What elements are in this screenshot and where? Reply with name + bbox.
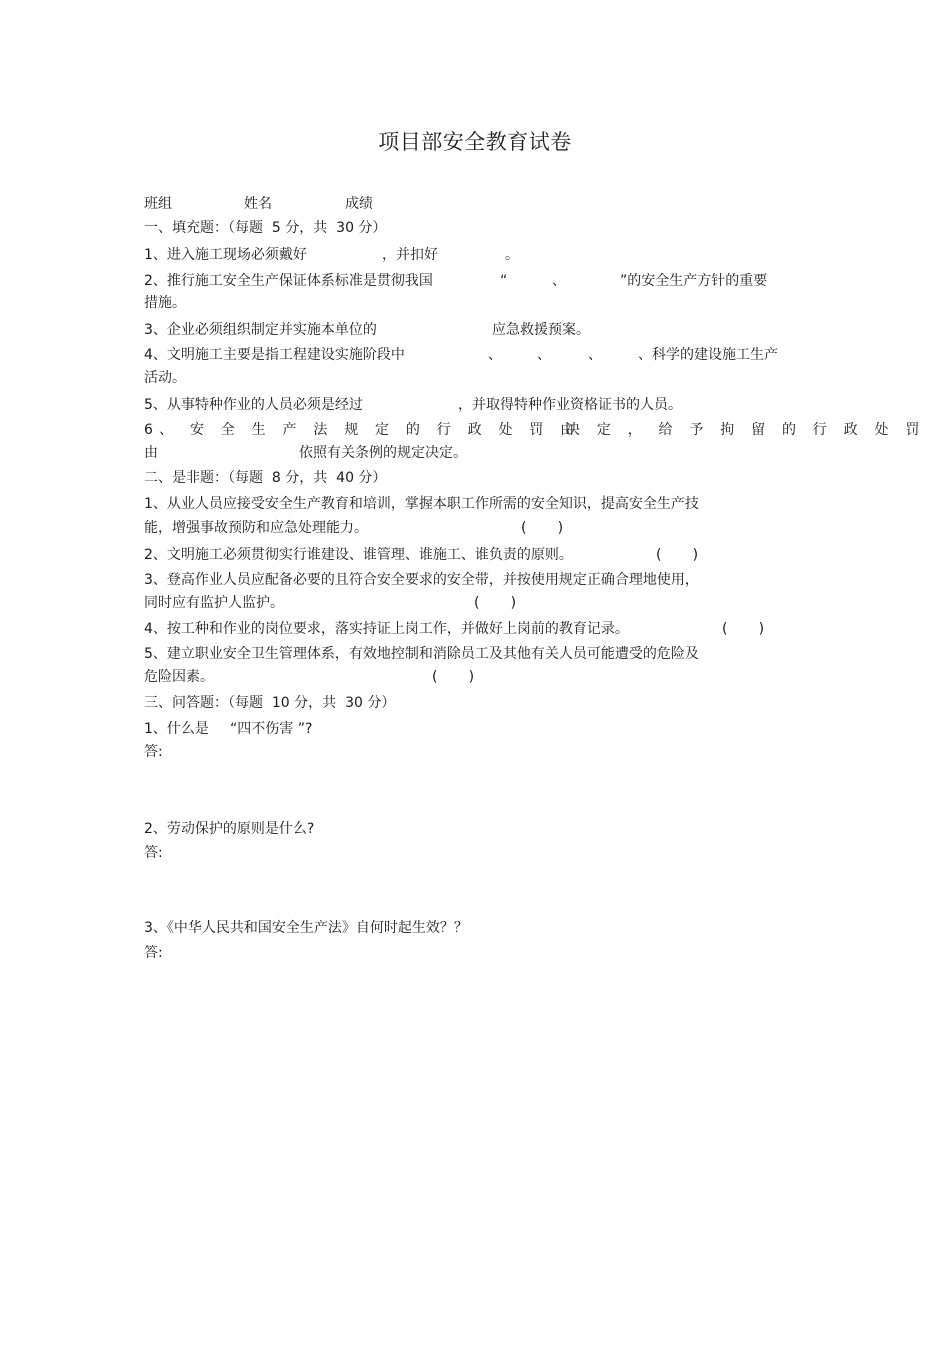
s1-q4-text-3: 活动。 bbox=[144, 370, 186, 386]
s2-q4-text: 4、按工种和作业的岗位要求，落实持证上岗工作，并做好上岗前的教育记录。 bbox=[144, 621, 629, 637]
s1-q1-text: 1、进入施工现场必须戴好 bbox=[144, 247, 307, 263]
s1-q2-text: 2、推行施工安全生产保证体系标准是贯彻我国 bbox=[144, 273, 433, 289]
s1-q5-text: 5、从事特种作业的人员必须是经过 bbox=[144, 397, 363, 413]
s1-q6-text: 6、 安 全 生 产 法 规 定 的 行 政 处 罚 由 bbox=[144, 422, 581, 438]
section-2-heading: 二、是非题：（每题 8 分，共 40 分） bbox=[144, 470, 387, 486]
s2-q3-text-2: 同时应有监护人监护。 bbox=[144, 595, 284, 611]
s1-q3-text-2: 应急救援预案。 bbox=[492, 322, 590, 338]
s2-q3-text: 3、登高作业人员应配备必要的且符合安全要求的安全带，并按使用规定正确合理地使用， bbox=[144, 572, 699, 588]
s1-q6-text-3: 由 bbox=[144, 445, 158, 461]
s3-q3-answer-label: 答: bbox=[144, 945, 163, 961]
s2-q4-answer-bracket: ( ) bbox=[722, 621, 765, 637]
s2-q3-answer-bracket: ( ) bbox=[474, 595, 517, 611]
s3-q2-text: 2、劳动保护的原则是什么? bbox=[144, 821, 315, 837]
s2-q2-answer-bracket: ( ) bbox=[656, 547, 699, 563]
s1-q2-text-2: ”的安全生产方针的重要 bbox=[620, 273, 768, 289]
page-title: 项目部安全教育试卷 bbox=[378, 130, 572, 154]
s1-q4-text: 4、文明施工主要是指工程建设实施阶段中 bbox=[144, 347, 405, 363]
s1-q2-text-3: 措施。 bbox=[144, 295, 186, 311]
section-3-heading: 三、问答题：（每题 10 分，共 30 分） bbox=[144, 695, 396, 711]
s2-q5-text: 5、建立职业安全卫生管理体系，有效地控制和消除员工及其他有关人员可能遭受的危险及 bbox=[144, 646, 699, 662]
s2-q1-answer-bracket: ( ) bbox=[521, 520, 564, 536]
s1-q5-text-2: ，并取得特种作业资格证书的人员。 bbox=[458, 397, 682, 413]
s1-q6-text-4: 依照有关条例的规定决定。 bbox=[299, 445, 467, 461]
s3-q1-answer-label: 答: bbox=[144, 744, 163, 760]
s2-q1-text: 1、从业人员应接受安全生产教育和培训，掌握本职工作所需的安全知识，提高安全生产技 bbox=[144, 496, 699, 512]
s2-q2-text: 2、文明施工必须贯彻实行谁建设、谁管理、谁施工、谁负责的原则。 bbox=[144, 547, 573, 563]
s2-q5-text-2: 危险因素。 bbox=[144, 669, 214, 685]
s3-q1-text-2: “四不伤害 ”? bbox=[230, 721, 313, 737]
s3-q1-text: 1、什么是 bbox=[144, 721, 209, 737]
s1-q4-sep-3: 、 bbox=[588, 347, 602, 363]
s2-q5-answer-bracket: ( ) bbox=[432, 669, 475, 685]
s1-q3-text: 3、企业必须组织制定并实施本单位的 bbox=[144, 322, 377, 338]
class-label: 班组 bbox=[144, 196, 172, 212]
s3-q3-text: 3、《中华人民共和国安全生产法》自何时起生效？？ bbox=[144, 920, 468, 936]
s2-q1-text-2: 能，增强事故预防和应急处理能力。 bbox=[144, 520, 368, 536]
name-label: 姓名 bbox=[244, 196, 272, 212]
s1-q2-open-quote: “ bbox=[500, 273, 508, 289]
s1-q1-text-2: ，并扣好 bbox=[382, 247, 438, 263]
s1-q4-text-2: 、科学的建设施工生产 bbox=[638, 347, 778, 363]
s3-q2-answer-label: 答: bbox=[144, 845, 163, 861]
section-1-heading: 一、填充题：（每题 5 分，共 30 分） bbox=[144, 220, 387, 236]
s1-q6-text-2: 决 定 ， 给 予 拘 留 的 行 政 处 罚 bbox=[566, 422, 926, 438]
s1-q4-sep-2: 、 bbox=[537, 347, 551, 363]
score-label: 成绩 bbox=[345, 196, 373, 212]
s1-q2-separator: 、 bbox=[552, 273, 566, 289]
s1-q4-sep-1: 、 bbox=[488, 347, 502, 363]
s1-q1-text-3: 。 bbox=[505, 247, 519, 263]
